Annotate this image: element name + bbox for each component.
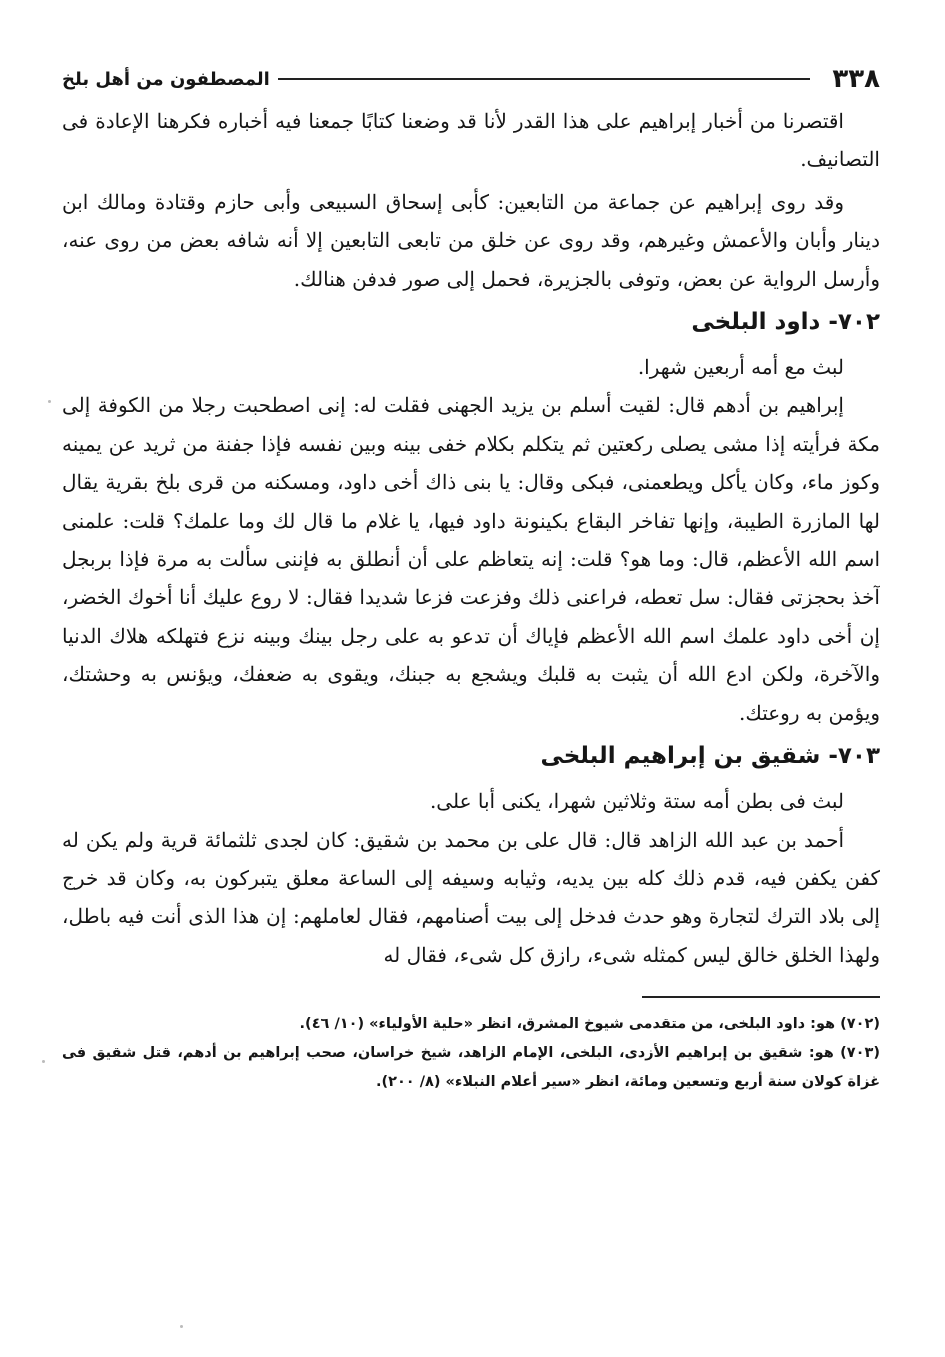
entry-heading-702: ٧٠٢- داود البلخى (691, 309, 880, 336)
running-title: المصطفون من أهل بلخ (62, 68, 270, 90)
paragraph-703-1: لبث فى بطن أمه ستة وثلاثين شهرا، يكنى أبا على. (429, 789, 844, 814)
paragraph-702-2: إبراهيم بن أدهم قال: لقيت أسلم بن يزيد الجهنى فقلت له: إنى اصطحبت رجلا من الكوفة إلى مكة فرأيته إذا مشى يصلى ركعتين ثم يتكلم بكلام خفى بينه وبين نفسه فإذا جفنة من ثريد عن يمينه وكوز ماء، وكان يأكل ويطعمنى، فبكى وقال: يا بنى ذاك أخى داود، ومسكنه من قرى بلخ بقرية يقال لها المازرة الطيبة، وإنها تفاخر البقاع بكينونة داود فيها، يا غلام ما قال لك وما علمك؟ قلت: علمنى اسم الله الأعظم، قال: وما هو؟ قلت: إنه يتعاظم على أن أنطلق به فإننى سألت به مرة فإذا بربجل آخذ بحجزتى فقال: سل تعطه، فراعنى ذلك وفزعت فزعا شديدا فقال: لا روع عليك أنا أخوك الخضر، إن أخى داود علمك اسم الله الأعظم فإياك أن تدعو به على رجل بينك وبينه نزع فتهلكه هلاك الدنيا والآخرة، ولكن ادع الله أن يثبت به قلبك ويشجع به جبنك، ويقوى به ضعفك، ويؤنس به وحشتك، ويؤمن به روعتك. (62, 393, 880, 725)
paragraph-703-2: أحمد بن عبد الله الزاهد قال: قال على بن محمد بن شقيق: كان لجدى ثلثمائة قرية ولم يكن له كفن يكفن فيه، قدم ذلك كله بين يديه، وثيابه وسيفه إلى الساعة معلق يتبركون به، وكان قد خرج إلى بلاد الترك لتجارة وهو حدث فدخل إلى بيت أصنامهم، فقال لعاملهم: إن هذا الذى أنت فيه باطل، ولهذا الخلق خالق ليس كمثله شىء، رازق كل شىء، فقال له (62, 827, 880, 967)
scan-speck (180, 1325, 183, 1328)
entry-heading-703: ٧٠٣- شقيق بن إبراهيم البلخى (540, 743, 880, 770)
footnote-703: (٧٠٣) هو: شقيق بن إبراهيم الأزدى، البلخى، الإمام الزاهد، شيخ خراسان، صحب إبراهيم بن أدهم، قتل شقيق فى غزاة كولان سنة أربع وتسعين ومائة، انظر «سير أعلام النبلاء» (٨/ ٢٠٠). (62, 1045, 880, 1091)
footnote-702: (٧٠٢) هو: داود البلخى، من متقدمى شيوخ المشرق، انظر «حلية الأولياء» (١٠/ ٤٦). (299, 1016, 880, 1033)
paragraph-intro-1: اقتصرنا من أخبار إبراهيم على هذا القدر لأنا قد وضعنا كتابًا جمعنا فيه أخباره فكرهنا الإعادة فى التصانيف. (62, 109, 880, 172)
book-page (62, 56, 880, 1316)
scan-speck (42, 1060, 45, 1063)
page-number: ٣٣٨ (832, 64, 880, 94)
page-header (62, 56, 880, 102)
paragraph-intro-2: وقد روى إبراهيم عن جماعة من التابعين: كأبى إسحاق السبيعى وأبى حازم وقتادة ومالك ابن دينار وأبان والأعمش وغيرهم، وقد روى عن خلق من تابعى التابعين إلا أنه شافه بعض من روى عنه، وأرسل الرواية عن بعض، وتوفى بالجزيرة، فحمل إلى صور فدفن هنالك. (62, 189, 880, 291)
scan-speck (48, 400, 51, 403)
main-text (62, 102, 880, 974)
footnotes (62, 1010, 880, 1097)
footnote-rule (642, 996, 880, 998)
header-rule (278, 78, 811, 80)
paragraph-702-1: لبث مع أمه أربعين شهرا. (637, 355, 844, 380)
